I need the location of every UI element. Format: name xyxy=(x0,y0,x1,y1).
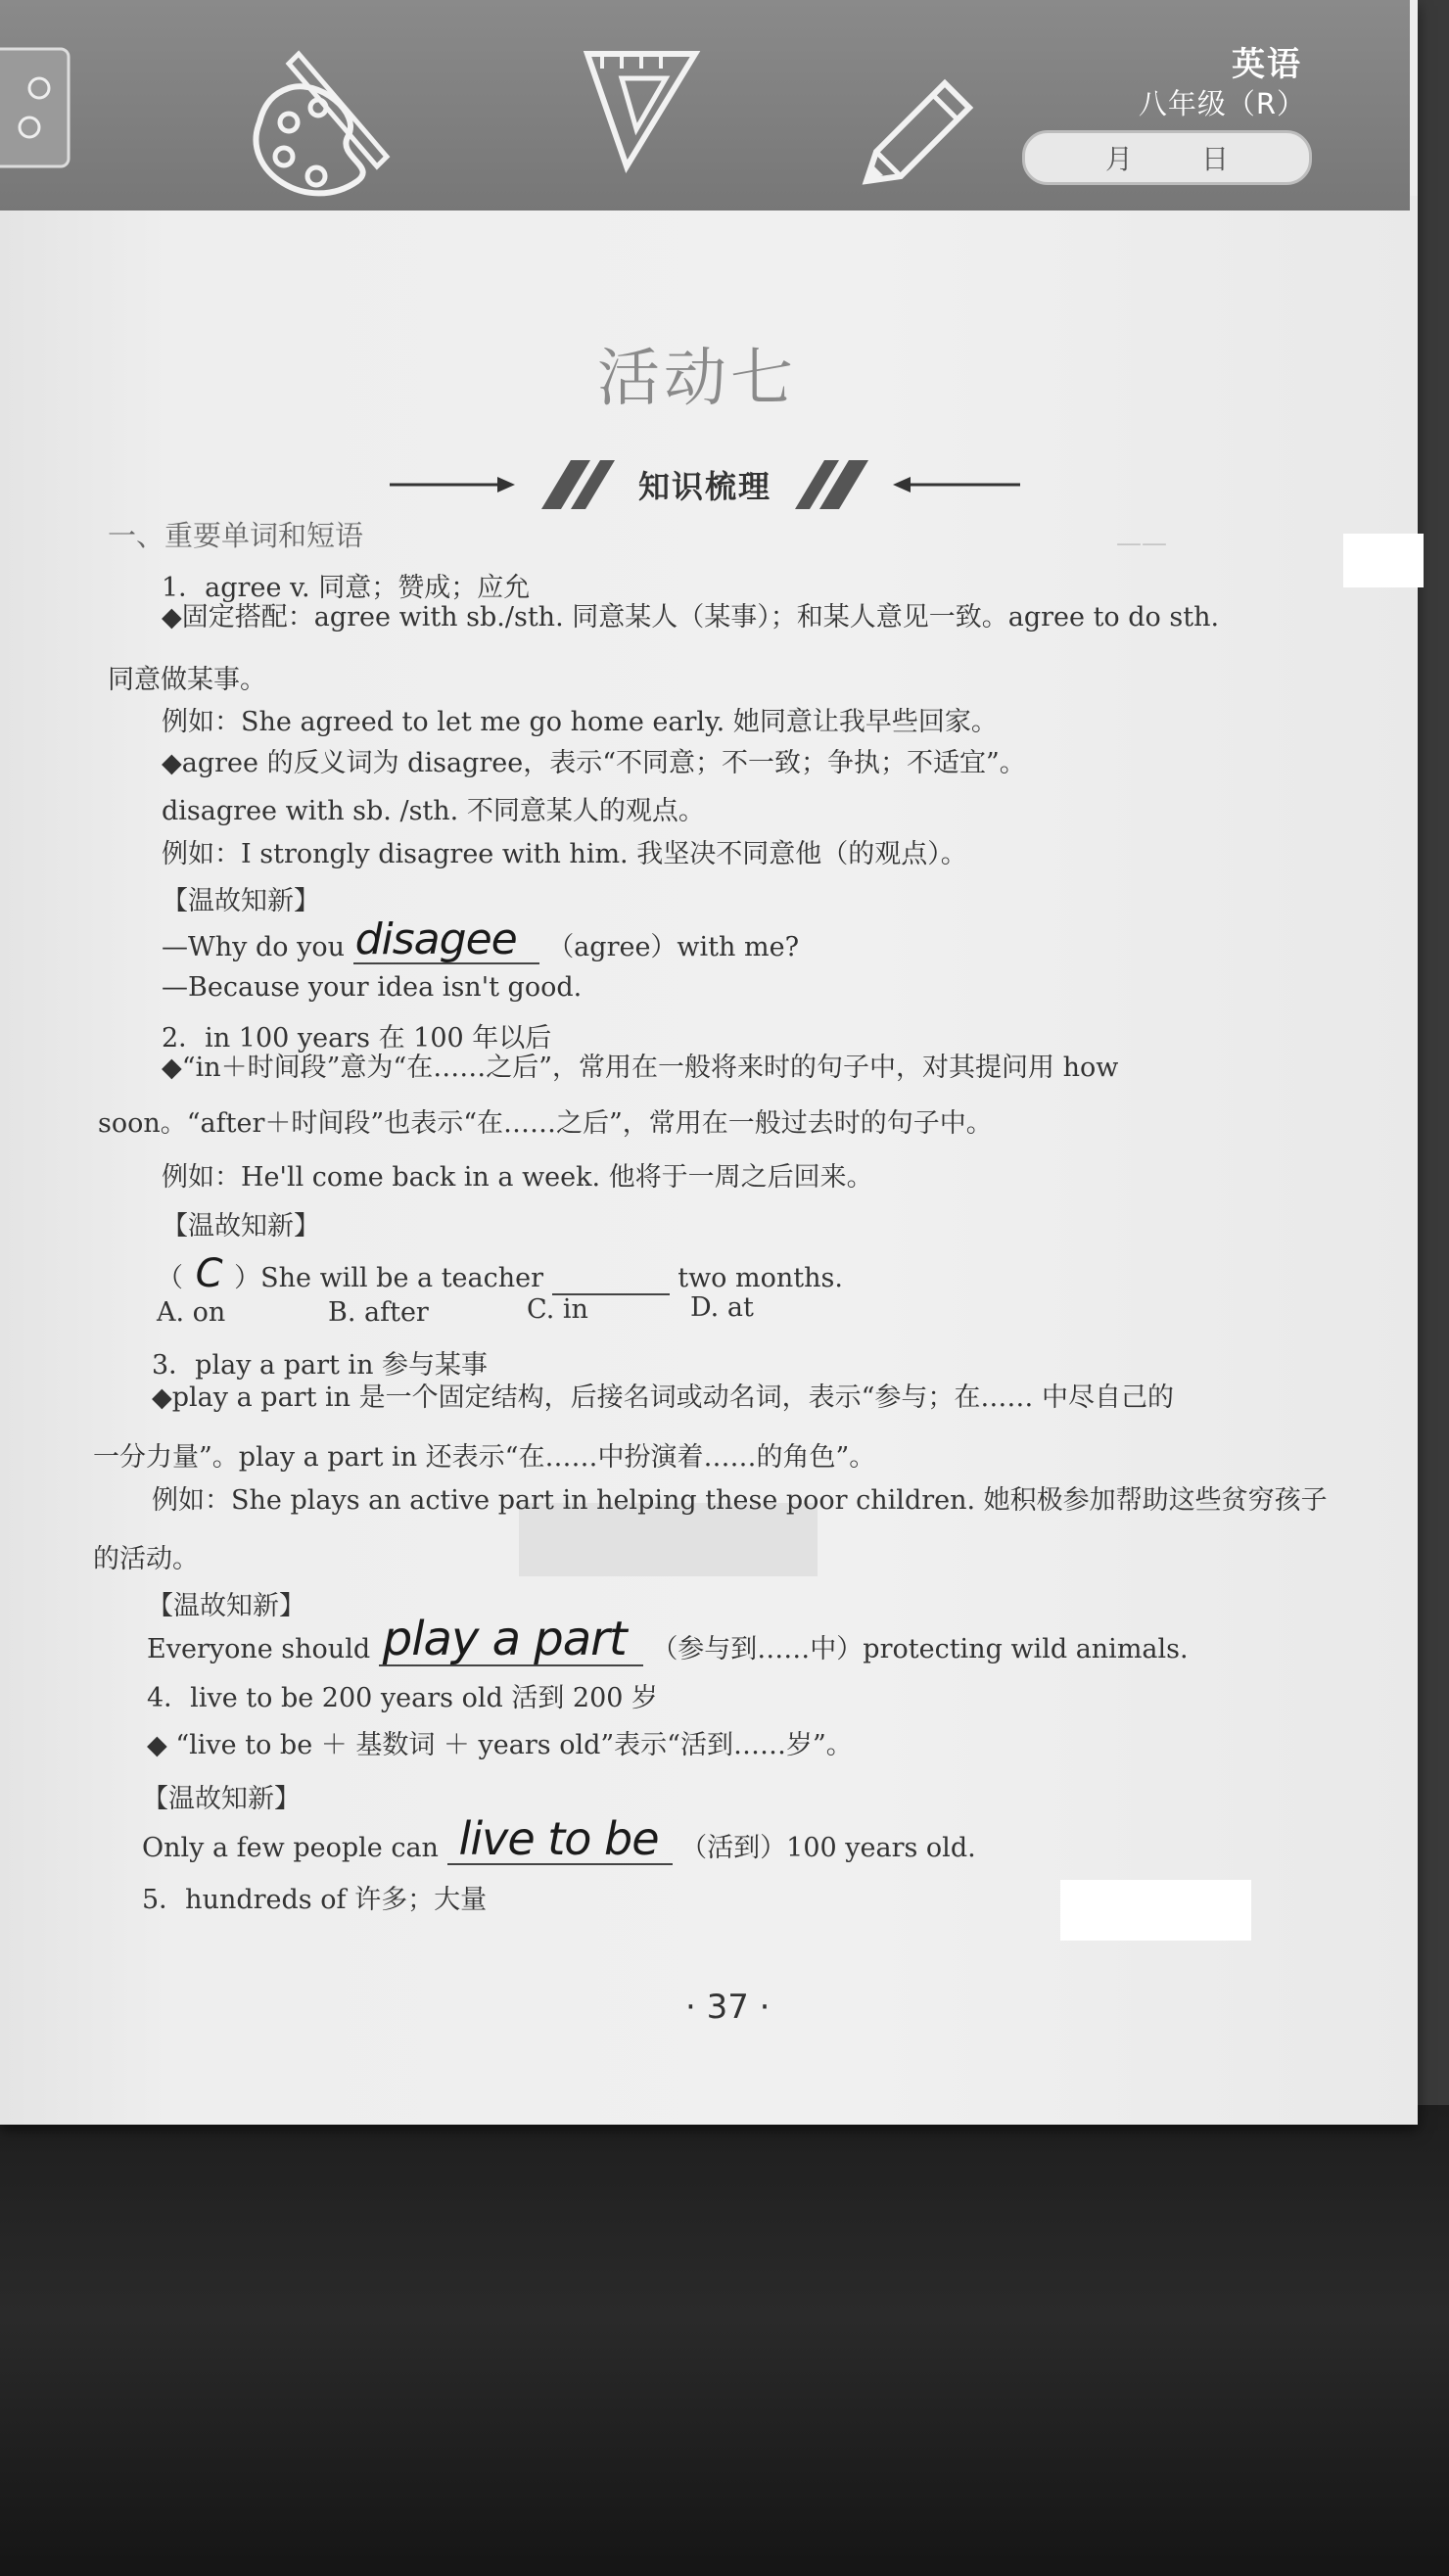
item-2-example: 例如：He'll come back in a week. 他将于一周之后回来。 xyxy=(162,1162,873,1193)
item-3-heading: 3．play a part in 参与某事 xyxy=(152,1350,489,1381)
item-1-answer-blank[interactable] xyxy=(353,914,539,964)
item-3-note-b: 一分力量”。play a part in 还表示“在……中扮演着……的角色”。 xyxy=(93,1442,876,1473)
item-3-answer-blank[interactable] xyxy=(379,1612,643,1666)
item-5-heading: 5．hundreds of 许多；大量 xyxy=(142,1885,488,1915)
date-month-label: 月 xyxy=(1104,143,1133,175)
part-heading: 一、重要单词和短语 xyxy=(108,519,364,552)
item-1-review-label: 【温故知新】 xyxy=(162,886,320,916)
item-1-handwritten-answer: disagee xyxy=(354,914,517,964)
page-title: 活动七 xyxy=(597,343,797,415)
left-arrow-slash-icon xyxy=(390,455,615,514)
item-1-note-disagree: disagree with sb. /sth. 不同意某人的观点。 xyxy=(162,796,705,826)
item-2-handwritten-answer[interactable]: C xyxy=(195,1251,222,1296)
item-3-review-label: 【温故知新】 xyxy=(147,1591,305,1621)
item-1-note-antonym: ◆agree 的反义词为 disagree，表示“不同意；不一致；争执；不适宜”。 xyxy=(162,748,1026,778)
item-4-note: ◆ “live to be ＋ 基数词 ＋ years old”表示“活到……岁”。 xyxy=(147,1730,853,1760)
item-4-heading: 4．live to be 200 years old 活到 200 岁 xyxy=(147,1683,659,1713)
item-2-review-label: 【温故知新】 xyxy=(162,1211,320,1241)
item-2-note-a: ◆“in＋时间段”意为“在……之后”，常用在一般将来时的句子中，对其提问用 how xyxy=(162,1053,1119,1083)
item-1-question-1-suffix: （agree）with me? xyxy=(547,932,800,962)
item-1-heading: 1．agree v. 同意；赞成；应允 xyxy=(162,573,531,603)
item-2-option-c[interactable]: C. in xyxy=(527,1294,588,1325)
item-1-example-2: 例如：I strongly disagree with him. 我坚决不同意他（的观点）。 xyxy=(162,839,967,869)
item-4-answer-blank[interactable] xyxy=(447,1812,673,1865)
item-2-question xyxy=(157,1251,843,1296)
date-field xyxy=(1022,130,1312,185)
item-2-option-a[interactable]: A. on xyxy=(157,1297,226,1328)
item-4-review-label: 【温故知新】 xyxy=(142,1784,301,1814)
page-header xyxy=(0,0,1410,211)
item-1-question-1-prefix: —Why do you xyxy=(162,932,345,962)
grade-label: 八年级（R） xyxy=(1138,87,1306,120)
item-3-handwritten-answer: play a part xyxy=(382,1612,627,1666)
item-1-question-1 xyxy=(162,914,800,964)
date-day-label: 日 xyxy=(1201,143,1230,175)
page-number: · 37 · xyxy=(685,1988,771,2027)
subject-label: 英语 xyxy=(1232,45,1302,84)
item-4-question-suffix: （活到）100 years old. xyxy=(680,1833,976,1863)
item-3-question xyxy=(147,1612,1189,1666)
item-1-note-a: ◆固定搭配：agree with sb./sth. 同意某人（某事）；和某人意见一致。agree to do sth. xyxy=(162,602,1220,632)
redaction-box-bottom xyxy=(1060,1880,1251,1941)
item-2-option-b[interactable]: B. after xyxy=(328,1297,429,1328)
right-arrow-slash-icon xyxy=(795,455,1020,514)
item-2-note-b: soon。“after＋时间段”也表示“在……之后”，常用在一般过去时的句子中。 xyxy=(98,1108,993,1139)
item-4-question-prefix: Only a few people can xyxy=(142,1833,439,1863)
item-4-handwritten-answer: live to be xyxy=(458,1812,659,1865)
palette-brush-icon xyxy=(220,44,416,211)
item-2-question-suffix: two months. xyxy=(678,1263,843,1293)
item-1-question-2: —Because your idea isn't good. xyxy=(162,972,583,1003)
item-3-example-a: 例如：She plays an active part in helping these poor children. 她积极参加帮助这些贫穷孩子 xyxy=(152,1485,1328,1516)
triangle-ruler-icon xyxy=(578,39,705,176)
item-2-question-stem: ）She will be a teacher xyxy=(234,1263,544,1293)
item-3-question-suffix: （参与到……中）protecting wild animals. xyxy=(651,1634,1189,1664)
item-1-note-b: 同意做某事。 xyxy=(108,665,266,695)
item-4-question xyxy=(142,1812,976,1865)
item-1-example-1: 例如：She agreed to let me go home early. 她同意让我早些回家。 xyxy=(162,707,998,737)
item-2-heading: 2．in 100 years 在 100 年以后 xyxy=(162,1023,552,1054)
item-2-option-d[interactable]: D. at xyxy=(690,1292,754,1323)
bleed-through-text: —— xyxy=(1116,529,1167,558)
pencil-icon xyxy=(847,64,984,201)
item-3-example-b: 的活动。 xyxy=(93,1544,199,1574)
item-3-note-a: ◆play a part in 是一个固定结构，后接名词或动名词，表示“参与；在…… 中尽自己的 xyxy=(152,1382,1175,1413)
section-banner-label: 知识梳理 xyxy=(637,468,771,505)
item-2-question-open: （ xyxy=(157,1263,183,1293)
notebook-decoration-icon xyxy=(0,39,88,186)
item-2-answer-blank[interactable] xyxy=(552,1263,670,1295)
table-surface xyxy=(0,2105,1449,2576)
redaction-box-top xyxy=(1343,534,1424,587)
section-banner xyxy=(372,450,1038,519)
item-3-question-prefix: Everyone should xyxy=(147,1634,371,1664)
